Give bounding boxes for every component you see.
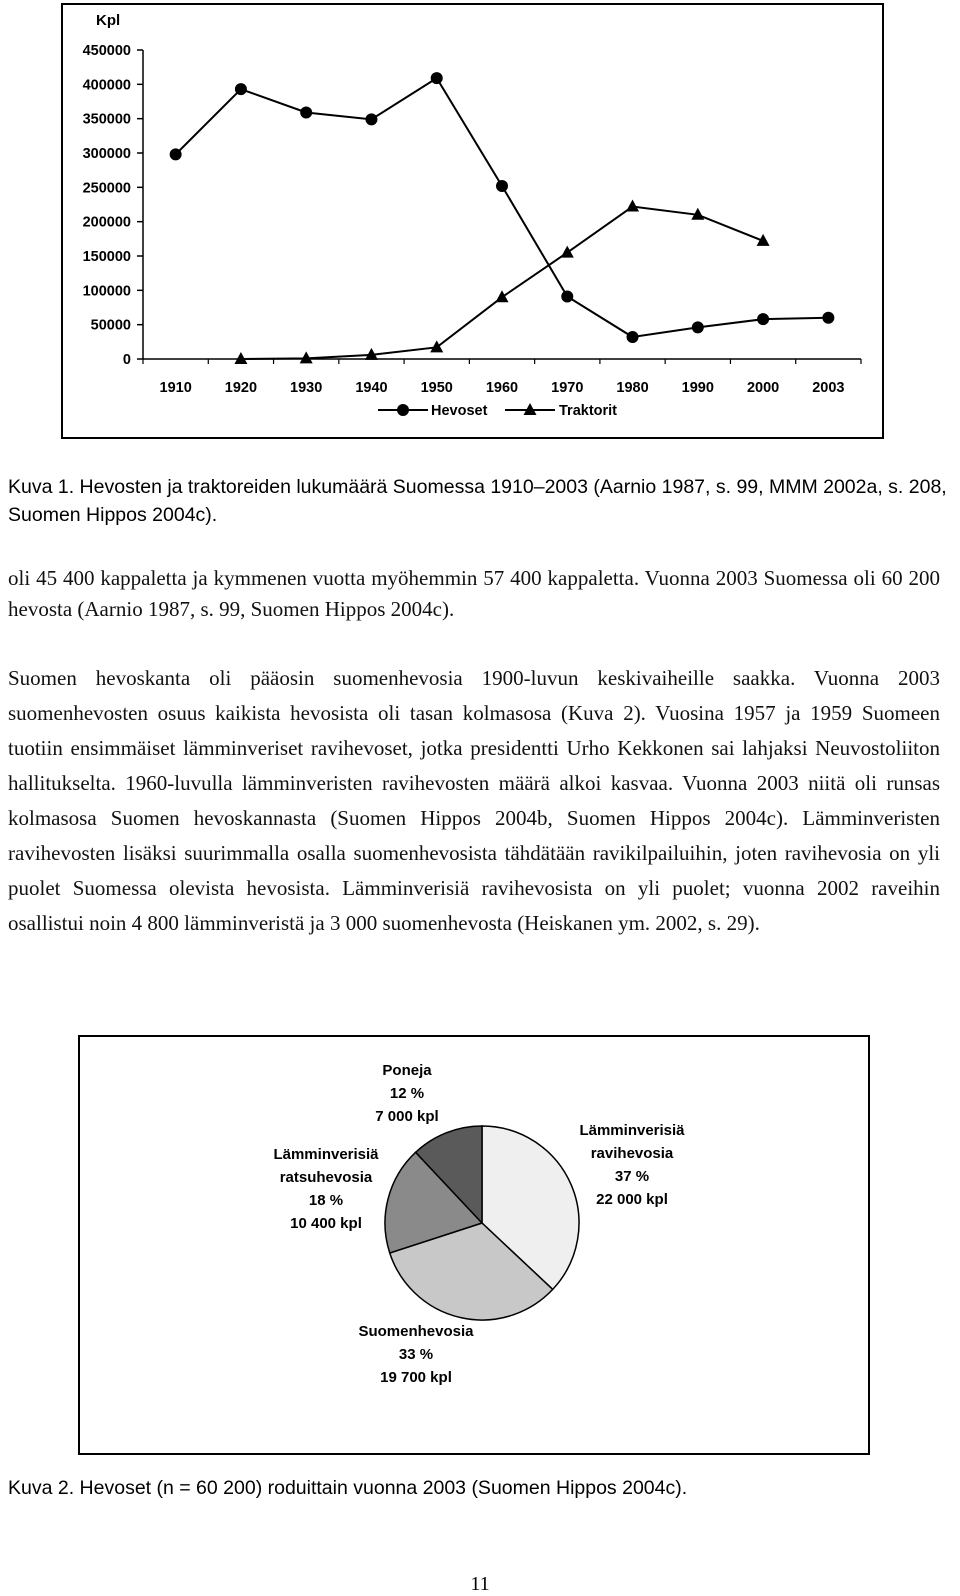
y-tick-label: 350000 xyxy=(82,111,131,128)
y-tick-label: 150000 xyxy=(82,249,131,265)
x-tick-label: 1970 xyxy=(551,380,584,396)
x-tick-label: 1960 xyxy=(485,380,519,396)
data-point-hevoset xyxy=(757,313,769,325)
pie-slice-label: Suomenhevosia 33 % 19 700 kpl xyxy=(358,1323,474,1386)
data-point-hevoset xyxy=(692,321,704,333)
body-paragraph-1: oli 45 400 kappaletta ja kymmenen vuotta myöhemmin 57 400 kappaletta. Vuonna 2003 Suomessa oli 60 200 hevosta (Aarnio 1987, s. 99, Suomen Hippos 2004c). xyxy=(8,566,940,621)
data-point-traktorit xyxy=(561,246,574,258)
data-point-hevoset xyxy=(235,83,247,95)
pie-slice-label: Poneja 12 % 7 000 kpl xyxy=(375,1062,439,1125)
x-tick-label: 1950 xyxy=(420,380,453,396)
line-chart-horses-tractors xyxy=(61,3,884,439)
data-point-hevoset xyxy=(365,113,377,125)
body-paragraph-2: Suomen hevoskanta oli pääosin suomenhevosia 1900-luvun keskivaiheille saakka. Vuonna 2003 suomenhevosten osuus kaikista hevosista oli tasan kolmasosa (Kuva 2). Vuosina 1957 ja 1959 Suomeen tuotiin ensimmäiset lämminveriset ravihevoset, jotka presidentti Urho Kekkonen sai lahjaksi Neuvostoliiton hallitukselta. 1960-luvulla lämminveristen ravihevosten määrä alkoi kasvaa. Vuonna 2003 niitä oli runsas kolmasosa Suomen hevoskannasta (Suomen Hippos 2004b, Suomen Hippos 2004c). Lämminveristen ravihevosten lisäksi suurimmalla osalla suomenhevosista tähdätään ravikilpailuihin, joten ravihevosia on yli puolet Suomessa olevista hevosista. Lämminverisiä ravihevosista on yli puolet; vuonna 2002 raveihin osallistui noin 4 800 lämminveristä ja 3 000 suomenhevosta (Heiskanen ym. 2002, s. 29). xyxy=(8,666,940,935)
data-point-traktorit xyxy=(430,340,443,352)
y-tick-label: 200000 xyxy=(82,214,131,231)
legend-label: Traktorit xyxy=(559,403,618,419)
legend-marker xyxy=(397,404,409,416)
pie-chart-horse-breeds xyxy=(78,1035,870,1455)
x-tick-label: 1920 xyxy=(224,380,258,396)
figure-2-caption: Kuva 2. Hevoset (n = 60 200) roduittain vuonna 2003 (Suomen Hippos 2004c). xyxy=(8,1477,688,1499)
data-point-hevoset xyxy=(431,72,443,84)
y-tick-label: 250000 xyxy=(82,180,131,197)
y-tick-label: 400000 xyxy=(82,77,131,94)
data-point-traktorit xyxy=(626,200,639,212)
data-point-hevoset xyxy=(170,148,182,160)
x-tick-label: 1940 xyxy=(355,380,388,396)
data-point-hevoset xyxy=(496,180,508,192)
line-chart-svg xyxy=(63,5,886,441)
y-tick-label: 300000 xyxy=(82,146,131,162)
pie-chart-svg xyxy=(80,1037,872,1457)
y-axis-unit-label: Kpl xyxy=(96,12,121,29)
x-tick-label: 1980 xyxy=(616,380,649,396)
y-tick-label: 100000 xyxy=(82,283,131,300)
page-number: 11 xyxy=(470,1573,490,1595)
y-tick-label: 50000 xyxy=(90,317,131,334)
data-point-hevoset xyxy=(627,331,639,343)
x-tick-label: 1990 xyxy=(681,380,714,396)
data-point-traktorit xyxy=(496,290,509,302)
figure-1-caption: Kuva 1. Hevosten ja traktoreiden lukumäärä Suomessa 1910–2003 (Aarnio 1987, s. 99, MMM 2002a, s. 208, Suomen Hippos 2004c). xyxy=(8,476,947,526)
data-point-hevoset xyxy=(300,106,312,118)
x-tick-label: 2000 xyxy=(746,380,780,396)
legend-label: Hevoset xyxy=(431,403,488,419)
x-tick-label: 1910 xyxy=(159,380,192,396)
pie-slice-label: Lämminverisiä ravihevosia 37 % 22 000 kpl xyxy=(579,1122,685,1208)
data-point-hevoset xyxy=(561,291,573,303)
data-point-hevoset xyxy=(822,312,834,324)
y-tick-label: 0 xyxy=(122,352,131,368)
x-tick-label: 1930 xyxy=(290,380,323,396)
y-tick-label: 450000 xyxy=(82,43,131,59)
x-tick-label: 2003 xyxy=(812,380,845,396)
pie-slice-label: Lämminverisiä ratsuhevosia 18 % 10 400 kpl xyxy=(273,1146,379,1232)
series-line-traktorit xyxy=(241,207,763,359)
